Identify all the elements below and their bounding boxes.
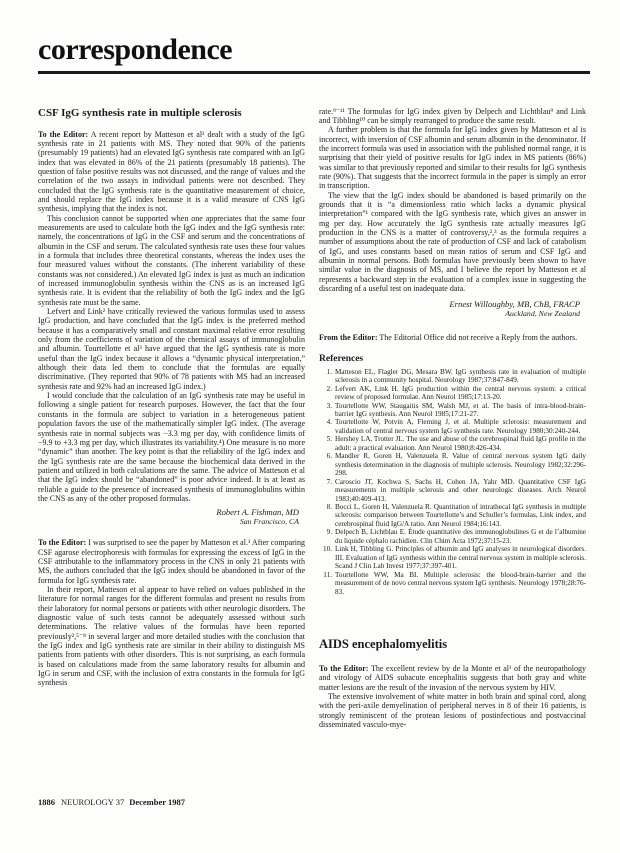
reference-text: Delpech B, Lichtblau E. Étude quantitative des immunoglobulines G et de l’albumine du liquide céphalo rachidien. Clin Chim Acta 1972;37:15-23.	[335, 528, 586, 545]
footer-issue-date: December 1987	[129, 796, 185, 807]
header-rule	[38, 71, 590, 74]
editor-note	[319, 333, 586, 342]
reference-text: Caroscio JT, Kochwa S, Sachs H, Cohen JA, Yahr MD. Quantitative CSF IgG measurements in multiple sclerosis and other neurologic diseases. Arch Neurol 1983;40:409-413.	[335, 477, 586, 503]
letter-aids	[319, 596, 586, 729]
footer-page-number: 1886	[38, 796, 55, 807]
letter1-paragraph-3: Lefvert and Link² have critically reviewed the various formulas used to assess IgG production, and have concluded that the IgG index is the preferred method because it has a comparatively small and constant maximal relative error resulting only from the coefficients of variation of the chemical assays of immunoglobulin and albumin. Tourtellotte et al³ have argued that the IgG synthesis rate is more useful than the IgG index because it allows a “dynamic physical interpretation,” although their data led them to conclude that the formulas are equally discriminative. (They reported that 90% of 78 patients with MS had an increased synthesis rate and 92% had an increased IgG index.)	[38, 307, 305, 391]
aids-heading: AIDS encephalomyelitis	[319, 636, 448, 651]
letter1-paragraph-2: This conclusion cannot be supported when one appreciates that the same four measurements are used to calculate both the IgG index and the IgG synthesis rate: namely, the concentrations of IgG in the CSF and serum and the concentrations of albumin in the CSF and serum. The calculated synthesis rate uses these four values in a formula that includes three theoretical constants, whereas the index uses the four measured values without the constants. (The inherent variability of these constants was not considered.) An elevated IgG index is just as much an indication of increased immunoglobulin synthesis within the CNS as is an increased IgG synthesis rate. It is evident that the reliability of both the IgG index and the IgG synthesis rate must be the same.	[38, 213, 305, 307]
reference-number: 1.	[326, 367, 332, 376]
reference-number: 6.	[326, 452, 332, 461]
right-column	[319, 107, 586, 821]
masthead-title: correspondence	[38, 33, 233, 66]
reference-number: 11.	[323, 570, 332, 579]
aids-salutation: To the Editor:	[319, 663, 369, 673]
editor-note-text: The Editorial Office did not receive a Reply from the authors.	[379, 333, 578, 343]
reference-text: Tourtellotte WW, Staugaitis SM, Walsh MJ, et al. The basis of intra-blood-brain-barrier IgG synthesis. Ann Neurol 1985;17:21-27.	[335, 401, 586, 418]
aids-paragraph-1	[319, 664, 586, 692]
reference-item	[319, 478, 586, 503]
letter1-paragraph-1-text: A recent report by Matteson et al¹ dealt with a study of the IgG synthesis rate in 21 patients with MS. They noted that 90% of the patients (presumably 19 patients) had an elevated IgG synthesis rate compared with an IgG index that was elevated in 86% of the 21 patients (presumably 18 patients). The question of false positive results was not discussed, and the range of values and the correlation of the two assays in individual patients were not described. They concluded that the IgG synthesis rate is the quantitative measurement of choice, and should replace the IgG index because it is a valid measure of CNS IgG synthesis, implying that the index is not.	[38, 129, 306, 214]
letter1-heading: CSF IgG synthesis rate in multiple sclerosis	[38, 106, 242, 119]
left-column	[38, 107, 305, 821]
letter2-signature-location: Auckland, New Zealand	[505, 309, 580, 319]
aids-paragraph-1-text: The excellent review by de la Monte et al¹ of the neuropathology and virology of AIDS subacute encephalitis suggests that both gray and white matter lesions are the result of the invasion of the nervous system by HIV.	[319, 663, 586, 692]
page-header	[38, 34, 590, 74]
reference-number: 3.	[326, 401, 332, 410]
letter2-paragraph-1-text: I was surprised to see the paper by Matteson et al.¹ After comparing CSF agarose electrophoresis with formulas for expressing the excess of IgG in the CSF attributable to the inflammatory process in the CNS in only 21 patients with MS, the authors concluded that the IgG index should be abandoned in favor of the formula for IgG synthesis rate.	[38, 538, 306, 585]
page-footer	[38, 797, 305, 821]
reference-text: Bocci L, Goren H, Valenzuela R. Quantitation of intrathecal IgG synthesis in multiple sclerosis: comparison between Tourtellotte’s and Schuller’s formulas, Link index, and cerebrospinal fluid IgG/A ratio. Ann Neurol 1984;16:143.	[335, 502, 586, 528]
editor-note-lead: From the Editor:	[319, 333, 378, 343]
footer-journal-name: NEUROLOGY 37	[61, 796, 125, 807]
reference-item	[319, 418, 586, 435]
letter2-paragraph-2: In their report, Matteson et al appear to have relied on values published in the literature for normal ranges for the different formulas and present no results from their laboratory for normal persons or patients with other neurologic disorders. The diagnostic value of such tests cannot be adequately assessed without such determinations. The relative values of the formulas have been reported previously²,⁵⁻⁸ in several larger and more detailed studies with the conclusion that the IgG index and IgG synthesis rate are similar in their ability to distinguish MS patients from patients with other disorders. This is not surprising, as each formula is based on calculations made from the same laboratory results for albumin and IgG in serum and CSF, with the inclusion of extra constants in the formula for IgG synthesis	[38, 584, 305, 688]
reference-text: Link H, Tibbling G. Principles of albumin and IgG analyses in neurological disorders. III. Evaluation of IgG synthesis within the central nervous system in multiple sclerosis. Scand J Clin Lab Invest 1977;37:397-401.	[335, 545, 586, 571]
reference-text: Mandler R, Goren H, Valenzuela R. Value of central nervous system IgG daily synthesis determination in the diagnosis of multiple sclerosis. Neurology 1982;32:296-298.	[335, 452, 586, 478]
continuation-paragraph-2: A further problem is that the formula for IgG index given by Matteson et al is incorrect, with inversion of CSF albumin and serum albumin in the denominator. If the incorrect formula was used in association with the published normal range, it is surprising that their yield of positive results for IgG index in MS patients (86%) was similar to that previously reported and similar to their results for IgG synthesis rate (90%). That suggests that the incorrect formula in the paper is simply an error in transcription.	[319, 125, 586, 191]
reference-number: 7.	[326, 477, 332, 486]
letter2-signature	[319, 299, 586, 318]
letter-surprised	[38, 538, 305, 688]
reference-item	[319, 402, 586, 419]
reference-item	[319, 528, 586, 545]
reference-number: 8.	[326, 502, 332, 511]
reference-number: 4.	[326, 418, 332, 427]
reference-text: Matteson EL, Flagler DG, Mesara BW. IgG synthesis rate in evaluation of multiple sclerosis in a community hospital. Neurology 1987;37:847-849.	[335, 367, 586, 385]
reference-item	[319, 545, 586, 570]
references-list	[319, 368, 586, 596]
reference-number: 9.	[326, 528, 332, 537]
reference-number: 2.	[326, 384, 332, 393]
references-section	[319, 350, 586, 596]
reference-item	[319, 368, 586, 385]
letter1-salutation: To the Editor:	[38, 129, 89, 139]
reference-item	[319, 385, 586, 402]
letter-surprised-continuation	[319, 107, 586, 325]
two-column-body	[38, 107, 590, 821]
letter1-paragraph-4: I would conclude that the calculation of an IgG synthesis rate may be useful in following a single patient for research purposes. However, the fact that the four constants in the formula are subject to variation in a heterogeneous patient population favors the use of the mathematically simpler IgG index. (The average synthesis rate in normal subjects was −3.3 mg per day, with confidence limits of −9.9 to +3.3 mg per day, which illustrates its variability.⁴) One measure is no more “dynamic” than another. The key point is that the reliability of the IgG index and the IgG synthesis rate are the same because the biochemical data derived in the patient and utilized in both calculations are the same. The advice of Matteson et al that the IgG index should be “abandoned” is poor advice indeed. It is at least as reliable a guide to the presence of increased synthesis of immunoglobulins within the CNS as any of the other proposed formulas.	[38, 391, 305, 503]
letter2-signature-name: Ernest Willoughby, MB, ChB, FRACP	[449, 299, 580, 310]
aids-paragraph-2: The extensive involvement of white matter in both brain and spinal cord, along with the peri-axile demyelination of peripheral nerves in 8 of their 16 patients, is strongly reminiscent of the protean lesions of postinfectious and postvaccinal disseminated vasculo-mye-	[319, 691, 586, 730]
reference-item	[319, 452, 586, 477]
letter1-signature	[38, 507, 305, 526]
reference-text: Tourtellotte W, Potvin A, Fleming J, et al. Multiple sclerosis: measurement and validation of central nervous system IgG synthesis rate. Neurology 1980;30:240-244.	[335, 418, 586, 435]
reference-item	[319, 435, 586, 452]
reference-text: Hershey LA, Trotter JL. The use and abuse of the cerebrospinal fluid IgG profile in the adult: a practical evaluation. Ann Neurol 1980;8:426-434.	[335, 435, 586, 452]
letter1-paragraph-1	[38, 130, 305, 214]
letter-csf-igg	[38, 107, 305, 530]
reference-item	[319, 503, 586, 528]
continuation-paragraph-1: rate.⁹⁻¹¹ The formulas for IgG index given by Delpech and Lichtblau⁹ and Link and Tibbling¹⁰ can be simply rearranged to produce the same result.	[319, 106, 586, 125]
letter1-signature-location: San Francisco, CA	[239, 517, 299, 527]
references-heading: References	[319, 353, 364, 364]
reference-item	[319, 571, 586, 596]
letter2-salutation: To the Editor:	[38, 538, 87, 548]
reference-number: 5.	[326, 435, 332, 444]
reference-text: Lefvert AK, Link H. IgG production within the central nervous system: a critical review of proposed formulae. Ann Neurol 1985;17:13-20.	[335, 384, 586, 402]
reference-text: Tourtellotte WW, Ma BI. Multiple sclerosis: the blood-brain-barrier and the measurement of de novo central nervous system IgG synthesis. Neurology 1978;28:76-83.	[335, 570, 586, 596]
continuation-paragraph-3: The view that the IgG index should be abandoned is based primarily on the grounds that it is “a dimensionless ratio which lacks a dynamic physical interpretation”¹ compared with the IgG synthesis rate, which gives an answer in mg per day. How accurately the IgG synthesis rate actually measures IgG production in the CNS is a matter of controversy,²,³ as the formula requires a number of assumptions about the rate of production of CSF and lack of catabolism of IgG, and uses constants based on mean ratios of serum and CSF IgG and albumin in normal persons. Both formulas have previously been shown to have similar value in the diagnosis of MS, and I believe the report by Matteson et al represents a backward step in the evaluation of a complex issue in suggesting the discarding of a useful test on inadequate data.	[319, 190, 586, 294]
letter2-paragraph-1	[38, 538, 305, 585]
reference-number: 10.	[323, 545, 332, 554]
letter1-signature-name: Robert A. Fishman, MD	[216, 507, 299, 518]
